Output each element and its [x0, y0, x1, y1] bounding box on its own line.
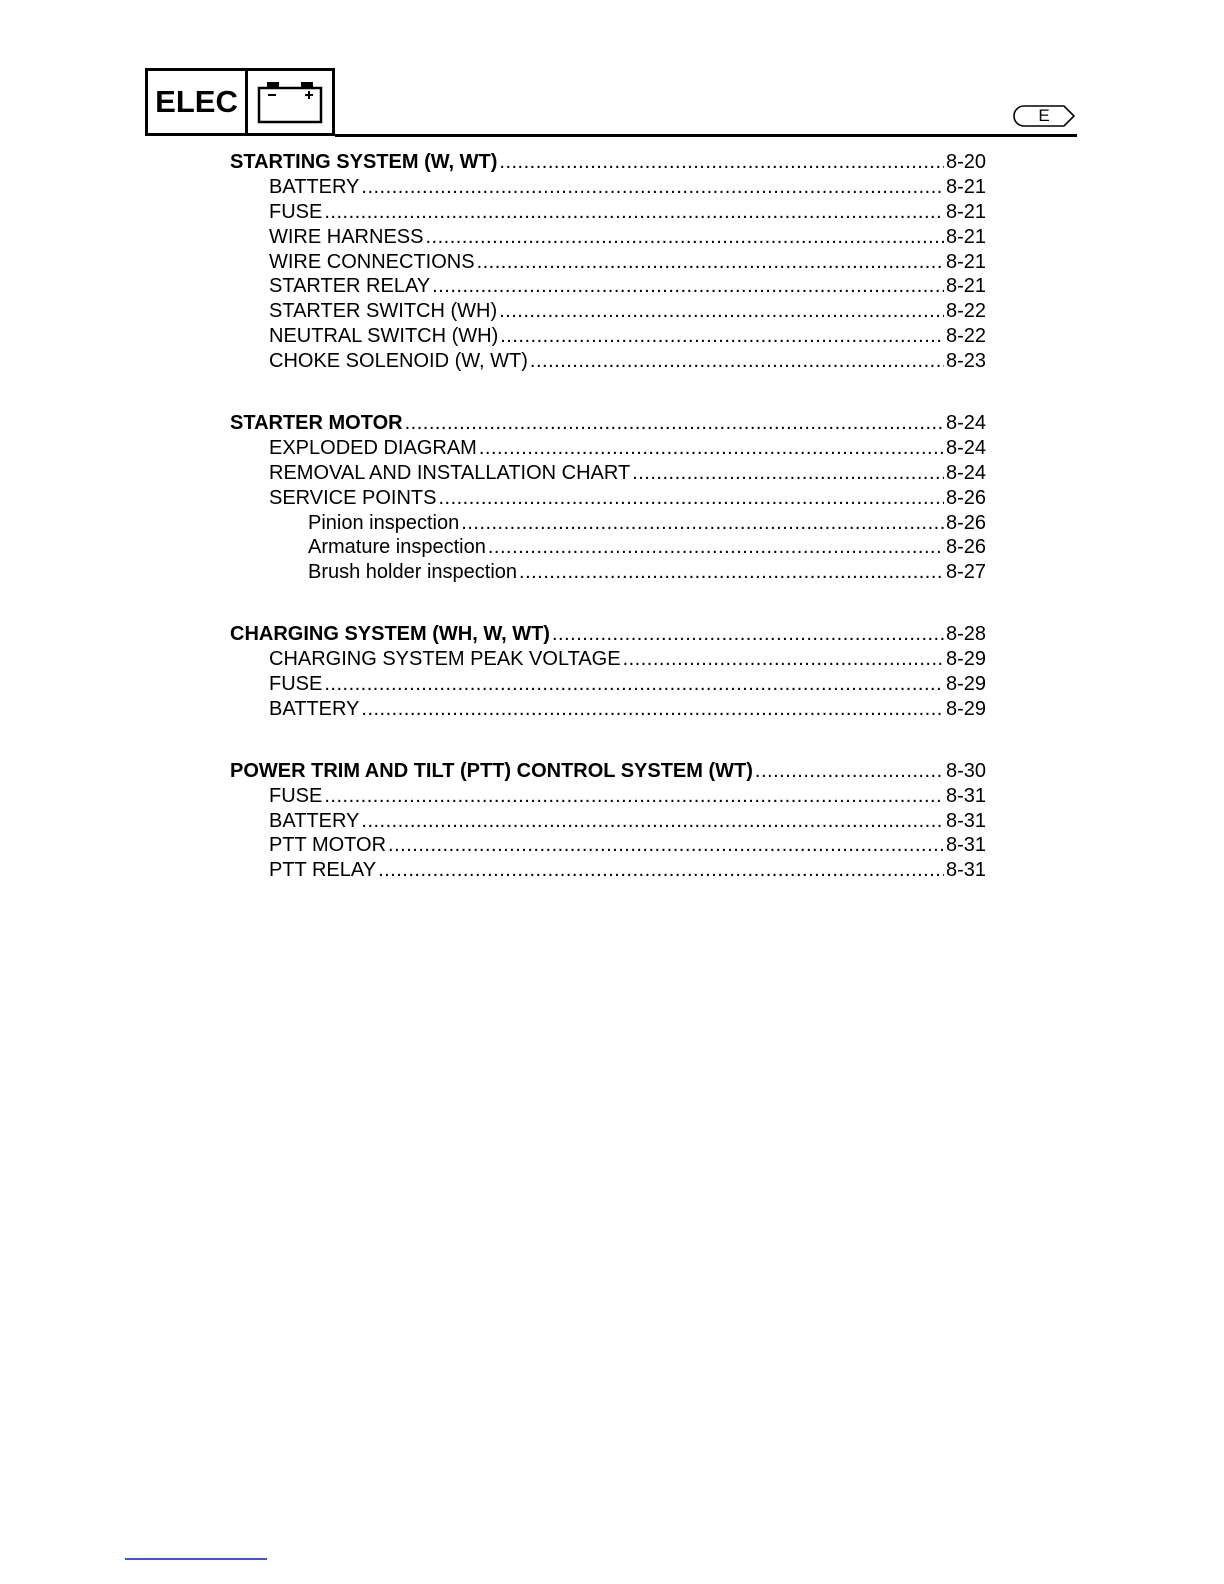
toc-section-heading[interactable] [230, 759, 986, 784]
toc-entry-title: WIRE HARNESS [269, 225, 424, 248]
dot-leader [361, 809, 944, 834]
toc-entry-title: PTT MOTOR [269, 834, 387, 857]
toc-entry-title: Brush holder inspection [308, 561, 518, 584]
toc-entry[interactable] [230, 672, 986, 697]
toc-entry[interactable] [230, 511, 986, 536]
toc-entry[interactable] [230, 299, 986, 324]
toc-section [230, 759, 986, 883]
section-badge [145, 68, 335, 136]
toc-entry[interactable] [230, 250, 986, 275]
dot-leader [378, 858, 944, 883]
toc-page-number: 8-30 [945, 759, 986, 782]
toc-section-heading[interactable] [230, 622, 986, 647]
toc-entry[interactable] [230, 833, 986, 858]
toc-entry[interactable] [230, 200, 986, 225]
toc-entry-title: CHOKE SOLENOID (W, WT) [269, 350, 528, 373]
toc-page-number: 8-21 [945, 250, 986, 273]
toc-entry[interactable] [230, 647, 986, 672]
toc-page-number: 8-24 [945, 412, 986, 435]
dot-leader [519, 560, 944, 585]
toc-page-number: 8-28 [945, 623, 986, 646]
toc-page-number: 8-22 [945, 300, 986, 323]
toc-page-number: 8-31 [945, 859, 986, 882]
toc-page-number: 8-31 [945, 834, 986, 857]
toc-entry[interactable] [230, 697, 986, 722]
dot-leader [324, 200, 944, 225]
toc-entry-title: PTT RELAY [269, 859, 377, 882]
battery-icon [255, 78, 325, 126]
toc-page-number: 8-20 [945, 151, 986, 173]
header-rule [335, 134, 1077, 137]
toc-entry-title: BATTERY [269, 697, 360, 720]
toc-entry[interactable] [230, 175, 986, 200]
dot-leader [438, 486, 944, 511]
toc-page-number: 8-21 [945, 200, 986, 223]
toc-page-number: 8-21 [945, 275, 986, 298]
dot-leader [479, 436, 944, 461]
dot-leader [632, 461, 944, 486]
dot-leader [361, 175, 944, 200]
dot-leader [388, 833, 944, 858]
toc-entry[interactable] [230, 461, 986, 486]
toc-section-heading[interactable] [230, 411, 986, 436]
toc-entry-title: BATTERY [269, 175, 360, 198]
toc-page-number: 8-22 [945, 325, 986, 348]
toc-entry-title: NEUTRAL SWITCH (WH) [269, 325, 499, 348]
toc-section-heading[interactable] [230, 150, 986, 175]
toc-section [230, 411, 986, 585]
dot-leader [324, 672, 944, 697]
toc-page-number: 8-29 [945, 697, 986, 720]
toc-entry-title: SERVICE POINTS [269, 486, 437, 509]
toc-entry-title: FUSE [269, 784, 323, 807]
toc-page-number: 8-21 [945, 225, 986, 248]
language-mark: E [1038, 106, 1050, 125]
dot-leader [530, 349, 944, 374]
dot-leader [361, 697, 944, 722]
toc-entry-title: BATTERY [269, 809, 360, 832]
dot-leader [405, 411, 944, 436]
toc-entry-title: CHARGING SYSTEM (WH, W, WT) [230, 623, 550, 646]
toc-entry[interactable] [230, 809, 986, 834]
toc-entry[interactable] [230, 349, 986, 374]
dot-leader [500, 324, 944, 349]
dot-leader [488, 535, 944, 560]
toc-entry[interactable] [230, 535, 986, 560]
toc-entry-title: WIRE CONNECTIONS [269, 250, 475, 273]
toc-entry-title: Pinion inspection [308, 511, 460, 534]
footer-link-underline [125, 1558, 267, 1560]
toc-entry-title: POWER TRIM AND TILT (PTT) CONTROL SYSTEM (WT) [230, 759, 753, 782]
toc-entry[interactable] [230, 560, 986, 585]
toc-entry-title: REMOVAL AND INSTALLATION CHART [269, 461, 631, 484]
dot-leader [499, 150, 944, 175]
toc-entry-title: STARTER RELAY [269, 275, 431, 298]
toc-entry-title: Armature inspection [308, 536, 486, 559]
dot-leader [755, 759, 944, 784]
dot-leader [461, 511, 944, 536]
toc-page-number: 8-31 [945, 784, 986, 807]
toc-page-number: 8-26 [945, 511, 986, 534]
toc-entry[interactable] [230, 274, 986, 299]
dot-leader [623, 647, 944, 672]
toc-entry[interactable] [230, 436, 986, 461]
toc-entry-title: STARTING SYSTEM (W, WT) [230, 151, 498, 173]
toc-entry[interactable] [230, 225, 986, 250]
toc-page-number: 8-29 [945, 673, 986, 696]
dot-leader [425, 225, 944, 250]
toc-entry-title: CHARGING SYSTEM PEAK VOLTAGE [269, 648, 621, 671]
dot-leader [552, 622, 944, 647]
toc-page-number: 8-27 [945, 561, 986, 584]
toc-page-number: 8-26 [945, 536, 986, 559]
table-of-contents [230, 150, 986, 920]
toc-page-number: 8-29 [945, 648, 986, 671]
toc-entry-title: FUSE [269, 673, 323, 696]
battery-icon-wrap [248, 71, 332, 133]
toc-entry[interactable] [230, 858, 986, 883]
toc-entry[interactable] [230, 784, 986, 809]
toc-page-number: 8-24 [945, 461, 986, 484]
toc-page-number: 8-23 [945, 350, 986, 373]
toc-section [230, 622, 986, 722]
toc-page-number: 8-31 [945, 809, 986, 832]
toc-page-number: 8-24 [945, 436, 986, 459]
section-label: ELEC [148, 71, 248, 133]
toc-entry-title: FUSE [269, 200, 323, 223]
toc-section [230, 150, 986, 374]
toc-entry-title: STARTER SWITCH (WH) [269, 300, 498, 323]
toc-page-number: 8-21 [945, 175, 986, 198]
toc-entry-title: EXPLODED DIAGRAM [269, 436, 477, 459]
dot-leader [432, 274, 944, 299]
dot-leader [499, 299, 944, 324]
dot-leader [324, 784, 944, 809]
toc-entry-title: STARTER MOTOR [230, 412, 403, 435]
toc-entry[interactable] [230, 324, 986, 349]
dot-leader [477, 250, 944, 275]
toc-entry[interactable] [230, 486, 986, 511]
toc-page-number: 8-26 [945, 486, 986, 509]
